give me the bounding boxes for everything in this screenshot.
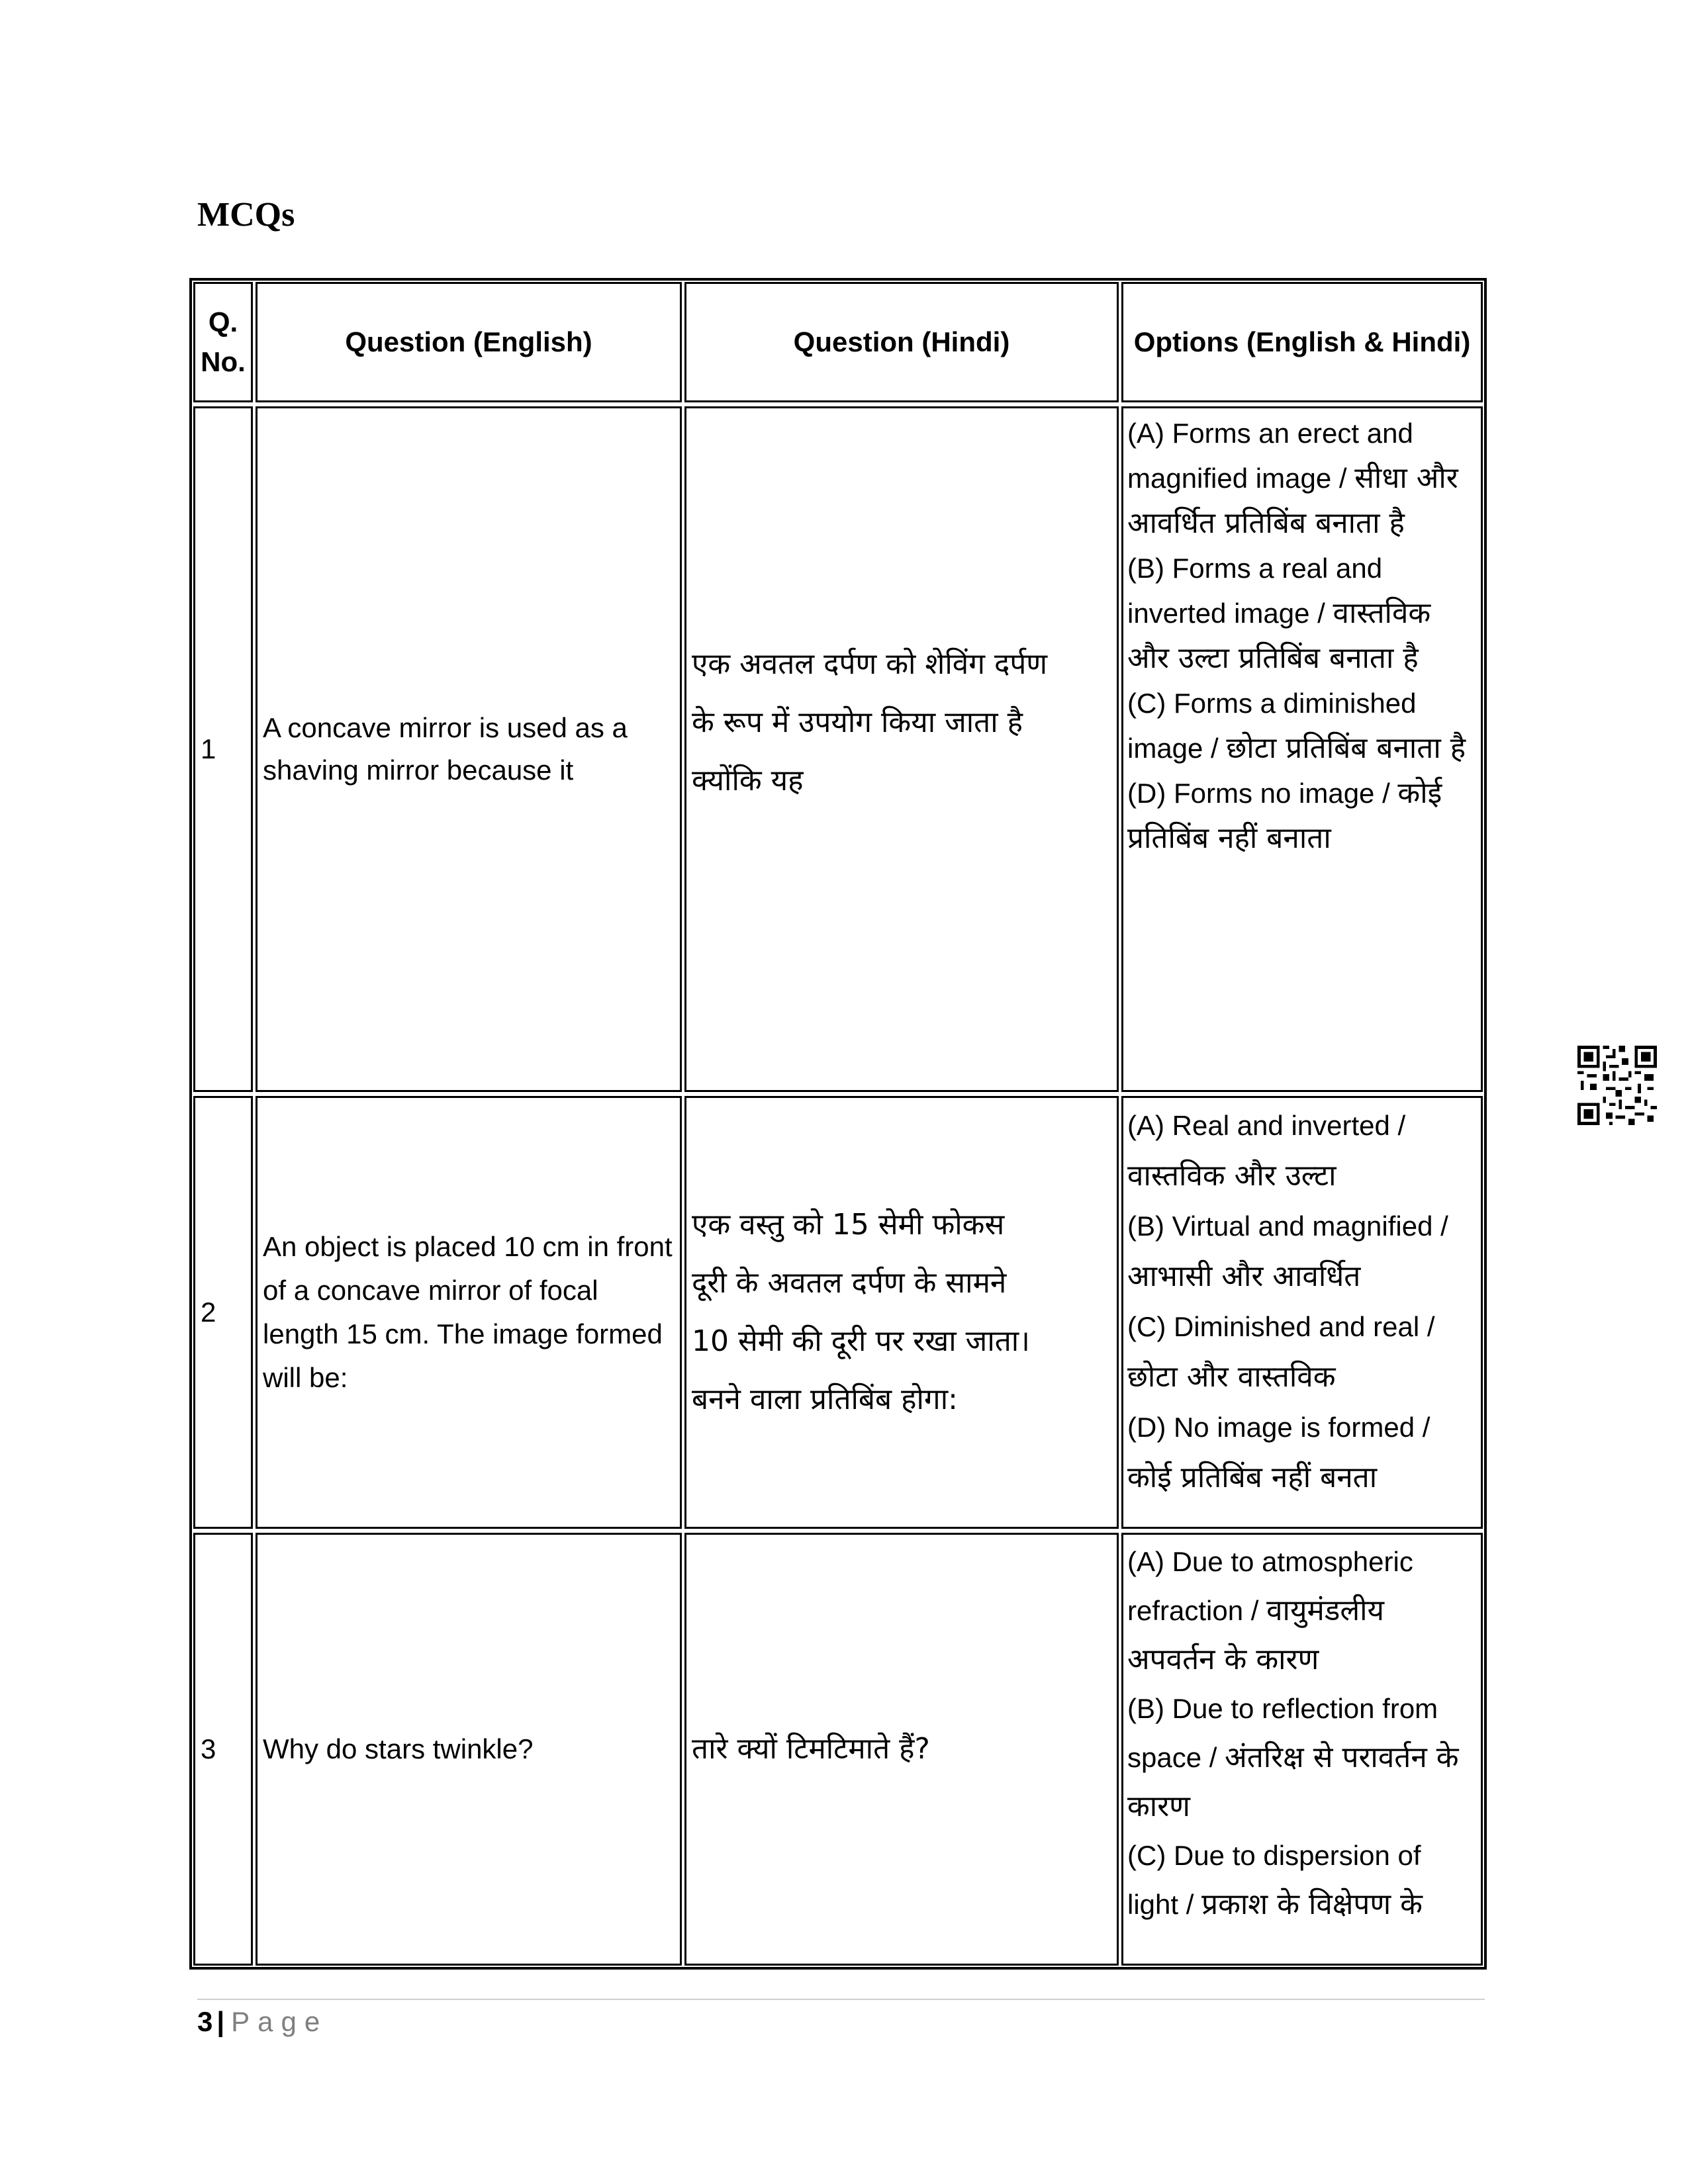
row3-question-english xyxy=(256,1533,682,1966)
row3-option-c-en: (C) Due to dispersion of light / xyxy=(1127,1840,1421,1920)
header-qno-label: Q. No. xyxy=(201,306,246,377)
row3-english-text: Why do stars twinkle? xyxy=(263,1733,534,1764)
page-heading: MCQs xyxy=(197,196,295,234)
row2-option-d-hi: कोई प्रतिबिंब नहीं बनता xyxy=(1127,1461,1378,1494)
row3-option-a-en: (A) Due to atmospheric refraction / xyxy=(1127,1546,1413,1626)
row3-options xyxy=(1121,1533,1483,1966)
row2-question-english xyxy=(256,1096,682,1529)
footer-divider xyxy=(197,1999,1485,2000)
row3-option-c xyxy=(1127,1831,1477,1929)
row1-option-b-en: (B) Forms a real and inverted image / xyxy=(1127,553,1383,629)
row2-option-c xyxy=(1127,1302,1477,1402)
row1-option-d-en: (D) Forms no image / xyxy=(1127,778,1398,809)
row2-question-hindi xyxy=(684,1096,1119,1529)
header-english xyxy=(256,282,682,402)
row1-option-b xyxy=(1127,546,1477,681)
row3-option-b xyxy=(1127,1684,1477,1831)
header-hindi xyxy=(684,282,1119,402)
row3-question-hindi xyxy=(684,1533,1119,1966)
row1-option-c-hi: छोटा प्रतिबिंब बनाता है xyxy=(1226,731,1466,765)
row1-qno-text: 1 xyxy=(201,733,216,764)
row1-option-d-hi: कोई प्रतिबिंब नहीं बनाता xyxy=(1127,776,1442,855)
header-english-label: Question (English) xyxy=(345,326,592,357)
row1-english-text: A concave mirror is used as a shaving mirror because it xyxy=(263,712,628,786)
row1-option-c xyxy=(1127,681,1477,771)
row3-qno-text: 3 xyxy=(201,1733,216,1764)
row3-qno xyxy=(193,1533,253,1966)
row3-option-b-en: (B) Due to reflection from space / xyxy=(1127,1693,1438,1773)
row1-option-a-en: (A) Forms an erect and magnified image / xyxy=(1127,418,1413,494)
header-qno xyxy=(193,282,253,402)
row2-options xyxy=(1121,1096,1483,1529)
row1-question-english xyxy=(256,406,682,1092)
row2-option-c-en: (C) Diminished and real / xyxy=(1127,1311,1435,1342)
row1-option-a-hi: सीधा और आवर्धित प्रतिबिंब बनाता है xyxy=(1127,461,1458,540)
row1-option-d xyxy=(1127,771,1477,861)
row1-question-hindi xyxy=(684,406,1119,1092)
row2-qno xyxy=(193,1096,253,1529)
row3-hindi-text: तारे क्यों टिमटिमाते हैं? xyxy=(692,1732,930,1766)
header-options-label: Options (English & Hindi) xyxy=(1133,326,1471,357)
row2-option-b xyxy=(1127,1201,1477,1302)
footer-separator: | xyxy=(216,2006,225,2037)
row3-option-a xyxy=(1127,1537,1477,1684)
row1-option-c-en: (C) Forms a diminished image / xyxy=(1127,688,1417,764)
row3-option-c-hi: प्रकाश के विक्षेपण के xyxy=(1201,1888,1423,1921)
page-number: 3 xyxy=(197,2006,213,2037)
qr-code-icon xyxy=(1577,1046,1657,1125)
header-options xyxy=(1121,282,1483,402)
row2-option-a-en: (A) Real and inverted / xyxy=(1127,1110,1406,1141)
page-label: Page xyxy=(231,2006,328,2037)
row1-option-b-hi: वास्तविक और उल्टा प्रतिबिंब बनाता है xyxy=(1127,596,1431,675)
header-hindi-label: Question (Hindi) xyxy=(793,326,1010,357)
row1-hindi-text: एक अवतल दर्पण को शेविंग दर्पण के रूप में उपयोग किया जाता है क्योंकि यह xyxy=(692,647,1048,797)
row2-option-b-hi: आभासी और आवर्धित xyxy=(1127,1259,1361,1293)
row2-english-text: An object is placed 10 cm in front of a concave mirror of focal length 15 cm. The image formed will be: xyxy=(263,1231,673,1393)
row2-option-c-hi: छोटा और वास्तविक xyxy=(1127,1360,1336,1394)
row2-qno-text: 2 xyxy=(201,1297,216,1328)
row2-hindi-text: एक वस्तु को 15 सेमी फोकस दूरी के अवतल दर्पण के सामने 10 सेमी की दूरी पर रखा जाता। बनने वाला प्रतिबिंब होगा: xyxy=(692,1208,1030,1416)
page-footer xyxy=(197,2002,328,2042)
row1-qno xyxy=(193,406,253,1092)
row2-option-b-en: (B) Virtual and magnified / xyxy=(1127,1210,1448,1242)
row2-option-d xyxy=(1127,1402,1477,1503)
row1-option-a xyxy=(1127,411,1477,546)
row3-option-b-hi: अंतरिक्ष से परावर्तन के कारण xyxy=(1127,1741,1459,1823)
row2-option-a-hi: वास्तविक और उल्टा xyxy=(1127,1159,1336,1193)
row1-options xyxy=(1121,406,1483,1092)
row2-option-a xyxy=(1127,1101,1477,1201)
row2-option-d-en: (D) No image is formed / xyxy=(1127,1412,1430,1443)
row3-option-a-hi: वायुमंडलीय अपवर्तन के कारण xyxy=(1127,1594,1385,1676)
